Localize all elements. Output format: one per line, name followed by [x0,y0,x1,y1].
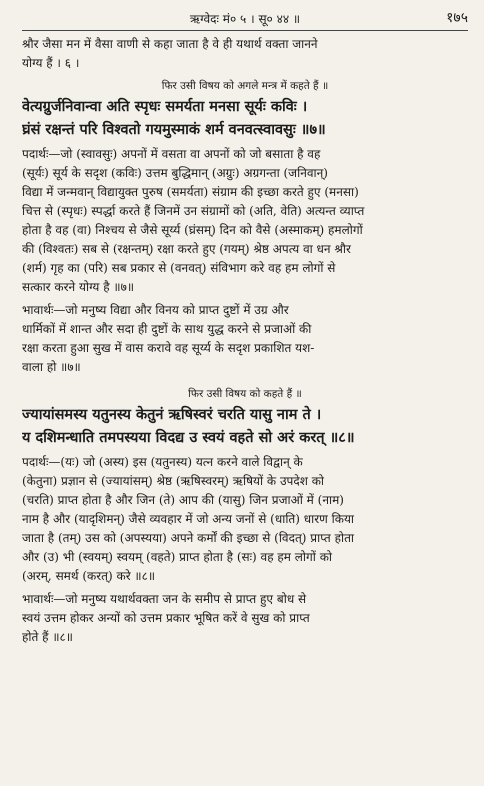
mantra-line: वेत्यग्रुर्जनिवान्वा अति स्पृधः समर्यता मनसा सूर्यः कविः । [22,98,308,115]
padartha-line: की (विश्वतः) सब से (रक्षन्तम्) रक्षा करते हुए (गयम्) श्रेष्ठ अपत्य वा धन श्रौर [22,242,351,256]
padartha-line: (चरति) प्राप्त होता है और जिन (ते) आप की (यासु) जिन प्रजाओं में (नाम) [22,493,344,507]
padartha-line: (शर्म) गृह का (परि) सब प्रकार से (वनवत्) संविभाग करे वह हम लोगों से [22,261,336,275]
bhavartha-line: रक्षा करता हुआ सुख में वास करावे वह सूर्य्य के सदृश प्रकाशित यश- [22,341,315,355]
padartha-line: नाम है और (यादृशिमन्) जैसे व्यवहार में जो अन्य जनों से (धाति) धारण किया [22,512,355,526]
padartha-line: (सूर्यः) सूर्य के सदृश (कविः) उत्तम बुद्धिमान् (अग्रुः) अग्रगन्ता (जनिवान्) [22,166,328,180]
padartha-line: जाता है (तम्) उस को (अपस्यया) अपने कर्मों की इच्छा से (विदत्) प्राप्त होता [22,531,355,545]
mantra-line: य दशिमन्धाति तमपस्यया विदद्य उ स्वयं वहते सो अरं करत् ॥८॥ [22,429,355,446]
page-number: १७५ [446,10,468,26]
padartha-line: और (उ) भी (स्वयम्) स्वयम् (वहते) प्राप्त होता है (सः) वह हम लोगों को [22,550,333,564]
padartha-line: चित्त से (स्पृधः) स्पर्द्धा करते हैं जिनमें उन संग्रामों को (अति, वेति) अत्यन्त व्याप्त [22,204,365,218]
bhavartha-line: वाला हो ॥७॥ [22,360,81,374]
mantra-line: ज्यायांसमस्य यतुनस्य केतुनं ऋषिस्वरं चरति यासु नाम ते । [22,406,322,423]
padartha-line: (अरम्, समर्थ (करत्) करे ॥८॥ [22,569,156,583]
padartha-line: विद्या में जन्मवान् विद्यायुक्त पुरुष (समर्यता) संग्राम की इच्छा करते हुए (मनसा) [22,185,359,199]
padartha-line: पदार्थः—जो (स्वावसुः) अपनों में वसता वा अपनों को जो बसाता है वह [22,147,321,161]
padartha-line: सत्कार करने योग्य है ॥७॥ [22,280,135,294]
bhavartha-line: होते हैं ॥८॥ [22,630,73,644]
book-page [22,8,468,647]
padartha-line: होता है वह (वा) निश्चय से जैसे सूर्य्य (घ्रंसम्) दिन को वैसे (अस्माकम्) हमलोगों [22,223,363,237]
bhavartha-line: स्वयं उत्तम होकर अन्यों को उत्तम प्रकार भूषित करें वे सुख को प्राप्त [22,611,310,625]
section-intro: फिर उसी विषय को अगले मन्त्र में कहते हैं ॥ [161,80,329,92]
bhavartha-line: धार्मिकों में शान्त और सदा ही दुष्टों के साथ युद्ध करने से प्रजाओं की [22,322,312,336]
mantra-line: घ्रंसं रक्षन्तं परि विश्वतो गयमुस्माकं शर्म वनवत्स्वावसुः ॥७॥ [22,121,326,138]
running-title: ऋग्वेदः मं० ५ । सू० ४४ ॥ [189,12,301,26]
prev-bhavartha-line: श्रौर जैसा मन में वैसा वाणी से कहा जाता है वे ही यथार्थ वक्ता जानने [22,37,318,51]
bhavartha-line: भावार्थः—जो मनुष्य यथार्थवक्ता जन के समीप से प्राप्त हुए बोध से [22,592,307,606]
padartha-line: पदार्थः—(यः) जो (अस्य) इस (यतुनस्य) यत्न करने वाले विद्वान् के [22,455,303,469]
padartha-line: (केतुना) प्रज्ञान से (ज्यायांसम्) श्रेष्ठ (ऋषिस्वरम्) ऋषियों के उपदेश को [22,474,325,488]
section-intro: फिर उसी विषय को कहते हैं ॥ [188,388,302,400]
bhavartha-line: भावार्थः—जो मनुष्य विद्या और विनय को प्राप्त दुष्टों में उग्र और [22,303,289,317]
page-header [22,8,468,31]
prev-bhavartha-line: योग्य हैं । ६ । [22,56,80,70]
